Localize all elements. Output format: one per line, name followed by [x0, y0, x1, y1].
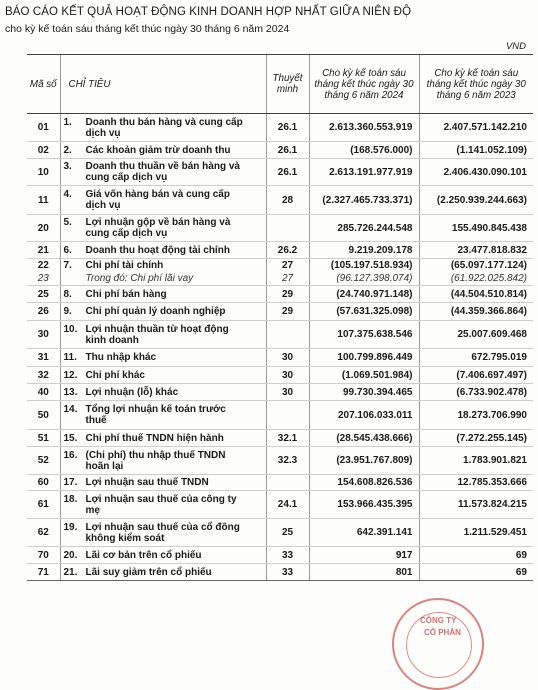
row-code: 52: [27, 447, 60, 475]
subrow-label-text: Trong đó: Chi phí lãi vay: [85, 273, 194, 285]
row-value-2023: (7.272.255.145): [419, 430, 533, 447]
row-item: [60, 367, 266, 384]
row-code: 11: [27, 186, 60, 215]
row-index: 7.: [63, 260, 72, 272]
seal-text-line1: CÔNG TY: [420, 616, 457, 625]
row-index: 18.: [63, 493, 78, 505]
row-value-2023: 18.273.706.990: [419, 401, 533, 430]
table-row: [27, 547, 533, 564]
row-value-2024: 917: [309, 547, 419, 564]
row-code: 61: [27, 491, 60, 519]
row-value-2023: (65.097.177.124): [419, 259, 533, 273]
row-value-2024: 100.799.896.449: [309, 349, 419, 367]
row-index: 3.: [63, 161, 72, 172]
row-label: Chi phí quản lý doanh nghiệp: [85, 306, 226, 317]
row-index: 21.: [63, 566, 78, 578]
row-label: Lợi nhuận sau thuế của công ty mẹ: [85, 493, 237, 516]
row-value-2024: (105.197.518.934): [309, 259, 419, 273]
row-label: Lợi nhuận (lỗ) khác: [85, 386, 179, 398]
row-index: 14.: [63, 404, 78, 415]
row-note: 30: [266, 349, 309, 367]
row-code: 51: [27, 430, 60, 447]
row-label: Lợi nhuận thuần từ hoạt động kinh doanh: [85, 323, 229, 346]
row-label: Lãi suy giảm trên cổ phiếu: [85, 566, 212, 578]
row-index: 16.: [63, 449, 78, 461]
row-value-2023: 2.406.430.090.101: [419, 159, 533, 186]
company-seal: [392, 598, 484, 690]
row-item: [60, 142, 266, 159]
table-row: [27, 384, 533, 401]
row-value-2024: (24.740.971.148): [309, 286, 419, 303]
table-row: [27, 519, 533, 547]
row-value-2024: (28.545.438.666): [309, 430, 419, 447]
row-note: 26.1: [266, 114, 309, 142]
row-label: Chi phí khác: [85, 369, 145, 381]
row-value-2024: (57.631.325.098): [309, 303, 419, 321]
row-note: 30: [266, 384, 309, 401]
subrow-note: 27: [266, 273, 309, 286]
row-note: 33: [266, 547, 309, 564]
row-item: [60, 519, 266, 547]
row-index: 11.: [63, 352, 77, 363]
row-note: 33: [266, 564, 309, 581]
table-row: [27, 242, 533, 259]
row-value-2023: 1.211.529.451: [419, 519, 533, 547]
row-value-2024: 2.613.360.553.919: [309, 114, 419, 142]
row-index: 20.: [63, 549, 78, 561]
row-code: 10: [27, 159, 60, 186]
row-label: Lợi nhuận sau thuế của cổ đông không kiểm soát: [85, 521, 240, 544]
row-label: Doanh thu thuần về bán hàng và cung cấp dịch vụ: [85, 161, 240, 183]
row-value-2024: (2.327.465.733.371): [309, 186, 419, 215]
row-index: 6.: [63, 244, 72, 256]
row-code: 71: [27, 564, 60, 581]
row-value-2023: (1.141.052.109): [419, 142, 533, 159]
row-value-2023: 25.007.609.468: [419, 321, 533, 349]
row-value-2024: (168.576.000): [309, 142, 419, 159]
row-note: 26.2: [266, 242, 309, 259]
row-code: 22: [37, 260, 49, 272]
table-row: [27, 303, 533, 321]
row-code: 02: [27, 142, 60, 159]
row-note: [266, 401, 309, 430]
row-value-2023: (2.250.939.244.663): [419, 186, 533, 215]
row-label: Lợi nhuận sau thuế TNDN: [85, 477, 209, 488]
currency-label: VND: [505, 41, 526, 52]
row-label: Doanh thu bán hàng và cung cấp dịch vụ: [85, 116, 243, 139]
row-value-2024: 642.391.141: [309, 519, 419, 547]
row-value-2024: 107.375.638.546: [309, 321, 419, 349]
row-code: 20: [27, 215, 60, 242]
row-index: 8.: [63, 288, 72, 300]
row-item: [60, 159, 266, 186]
subrow-value-2024: (96.127.398.074): [309, 273, 419, 286]
table-row: [27, 186, 533, 215]
row-index: 12.: [63, 369, 78, 381]
row-item: [60, 321, 266, 349]
row-item: [60, 491, 266, 519]
column-header-code: Mã số: [27, 55, 60, 114]
table-row: [27, 215, 533, 242]
row-item: [60, 447, 266, 475]
row-note: 26.1: [266, 159, 309, 186]
report-title: BÁO CÁO KẾT QUẢ HOẠT ĐỘNG KINH DOANH HỢP NHẤT GIỮA NIÊN ĐỘ: [5, 6, 412, 18]
row-code: 32: [27, 367, 60, 384]
table-row: [27, 430, 533, 447]
table-row: [27, 286, 533, 303]
row-note: 32.1: [266, 430, 309, 447]
row-value-2024: 2.613.191.977.919: [309, 159, 419, 186]
row-note: [266, 321, 309, 349]
row-index: 10.: [63, 323, 78, 335]
row-label: Thu nhập khác: [85, 352, 157, 363]
row-code: 50: [27, 401, 60, 430]
row-label: Chi phí tài chính: [85, 260, 164, 272]
row-note: 26.1: [266, 142, 309, 159]
row-value-2024: 207.106.033.011: [309, 401, 419, 430]
row-item: [60, 186, 266, 215]
table-body: [27, 114, 533, 581]
table-row: [27, 114, 533, 142]
row-item: [60, 401, 266, 430]
row-item: [60, 547, 266, 564]
row-code: 21: [27, 242, 60, 259]
row-note: 28: [266, 186, 309, 215]
table-row: [27, 349, 533, 367]
row-item: [60, 286, 266, 303]
column-header-item: CHỈ TIÊU: [60, 55, 266, 114]
row-label: Tổng lợi nhuận kế toán trước thuế: [85, 404, 226, 426]
row-value-2023: 155.490.845.438: [419, 215, 533, 242]
row-index: 5.: [63, 217, 72, 228]
table-header-row: [27, 55, 533, 114]
row-item: [60, 215, 266, 242]
row-note: [266, 215, 309, 242]
row-index: 9.: [63, 306, 72, 317]
table-row: [27, 564, 533, 581]
row-value-2023: (6.733.902.478): [419, 384, 533, 401]
row-index: 15.: [63, 432, 78, 444]
row-note: 30: [266, 367, 309, 384]
row-value-2024: 801: [309, 564, 419, 581]
row-note: [266, 475, 309, 491]
column-header-2023: Cho kỳ kế toán sáu tháng kết thúc ngày 30 tháng 6 năm 2023: [419, 55, 533, 114]
row-code: 01: [27, 114, 60, 142]
row-value-2024: 285.726.244.548: [309, 215, 419, 242]
table-row: [27, 142, 533, 159]
row-label: Chi phí bán hàng: [85, 288, 167, 300]
row-label: Doanh thu hoạt động tài chính: [85, 244, 230, 256]
row-value-2023: 69: [419, 564, 533, 581]
row-index: 19.: [63, 521, 78, 533]
table-row: [27, 401, 533, 430]
row-value-2023: (44.359.366.864): [419, 303, 533, 321]
row-value-2024: 9.219.209.178: [309, 242, 419, 259]
table-row: [27, 447, 533, 475]
row-note: 29: [266, 286, 309, 303]
row-value-2023: 23.477.818.832: [419, 242, 533, 259]
table-row: [27, 491, 533, 519]
row-value-2023: 1.783.901.821: [419, 447, 533, 475]
table-row: [27, 475, 533, 491]
table-row: [27, 159, 533, 186]
row-index: 13.: [63, 386, 78, 398]
row-code: 30: [27, 321, 60, 349]
row-item: [60, 564, 266, 581]
row-value-2024: (23.951.767.809): [309, 447, 419, 475]
table-row: [27, 367, 533, 384]
row-value-2023: 672.795.019: [419, 349, 533, 367]
row-index: 4.: [63, 189, 72, 200]
row-label: Các khoản giảm trừ doanh thu: [85, 144, 231, 156]
subrow-label: [60, 273, 266, 286]
row-value-2023: 12.785.353.666: [419, 475, 533, 491]
row-item: [60, 303, 266, 321]
row-value-2023: (44.504.510.814): [419, 286, 533, 303]
row-label: Lợi nhuận gộp về bán hàng và cung cấp dịch vụ: [85, 217, 231, 239]
row-label: Chi phí thuế TNDN hiện hành: [85, 432, 224, 444]
row-note: 25: [266, 519, 309, 547]
row-item: [60, 114, 266, 142]
subrow-value-2023: (61.922.025.842): [419, 273, 533, 286]
row-index: 17.: [63, 477, 78, 488]
row-value-2024: 99.730.394.465: [309, 384, 419, 401]
row-item: [60, 349, 266, 367]
row-code: 25: [27, 286, 60, 303]
row-value-2023: 2.407.571.142.210: [419, 114, 533, 142]
row-note: 32.3: [266, 447, 309, 475]
row-code: 26: [27, 303, 60, 321]
row-value-2023: 69: [419, 547, 533, 564]
row-code: 31: [27, 349, 60, 367]
table-row: [27, 259, 533, 273]
table-row: [27, 321, 533, 349]
row-code: 62: [27, 519, 60, 547]
subrow-code: 23: [27, 273, 60, 286]
row-code: 40: [27, 384, 60, 401]
row-code: 60: [27, 475, 60, 491]
column-header-2024: Cho kỳ kế toán sáu tháng kết thúc ngày 30 tháng 6 năm 2024: [309, 55, 419, 114]
row-value-2024: 153.966.435.395: [309, 491, 419, 519]
row-label: (Chi phí) thu nhập thuế TNDN hoãn lại: [85, 449, 226, 472]
table-subrow: [27, 273, 533, 286]
row-item: [60, 430, 266, 447]
row-item: [60, 259, 266, 273]
column-header-note: Thuyết minh: [266, 55, 309, 114]
seal-text-line2: CỔ PHẦN: [424, 628, 461, 637]
row-item: [60, 242, 266, 259]
row-value-2023: 11.573.824.215: [419, 491, 533, 519]
row-label: Giá vốn hàng bán và cung cấp dịch vụ: [85, 189, 230, 211]
row-value-2023: (7.406.697.497): [419, 367, 533, 384]
row-index: 2.: [63, 144, 72, 156]
row-code: 70: [27, 547, 60, 564]
row-note: 27: [266, 259, 309, 273]
row-note: 24.1: [266, 491, 309, 519]
income-statement-table: [27, 54, 533, 581]
report-subtitle: cho kỳ kế toán sáu tháng kết thúc ngày 30 tháng 6 năm 2024: [5, 23, 290, 35]
row-index: 1.: [63, 116, 72, 128]
row-label: Lãi cơ bản trên cổ phiếu: [85, 549, 202, 561]
row-value-2024: 154.608.826.536: [309, 475, 419, 491]
row-item: [60, 384, 266, 401]
row-value-2024: (1.069.501.984): [309, 367, 419, 384]
row-note: 29: [266, 303, 309, 321]
row-item: [60, 475, 266, 491]
